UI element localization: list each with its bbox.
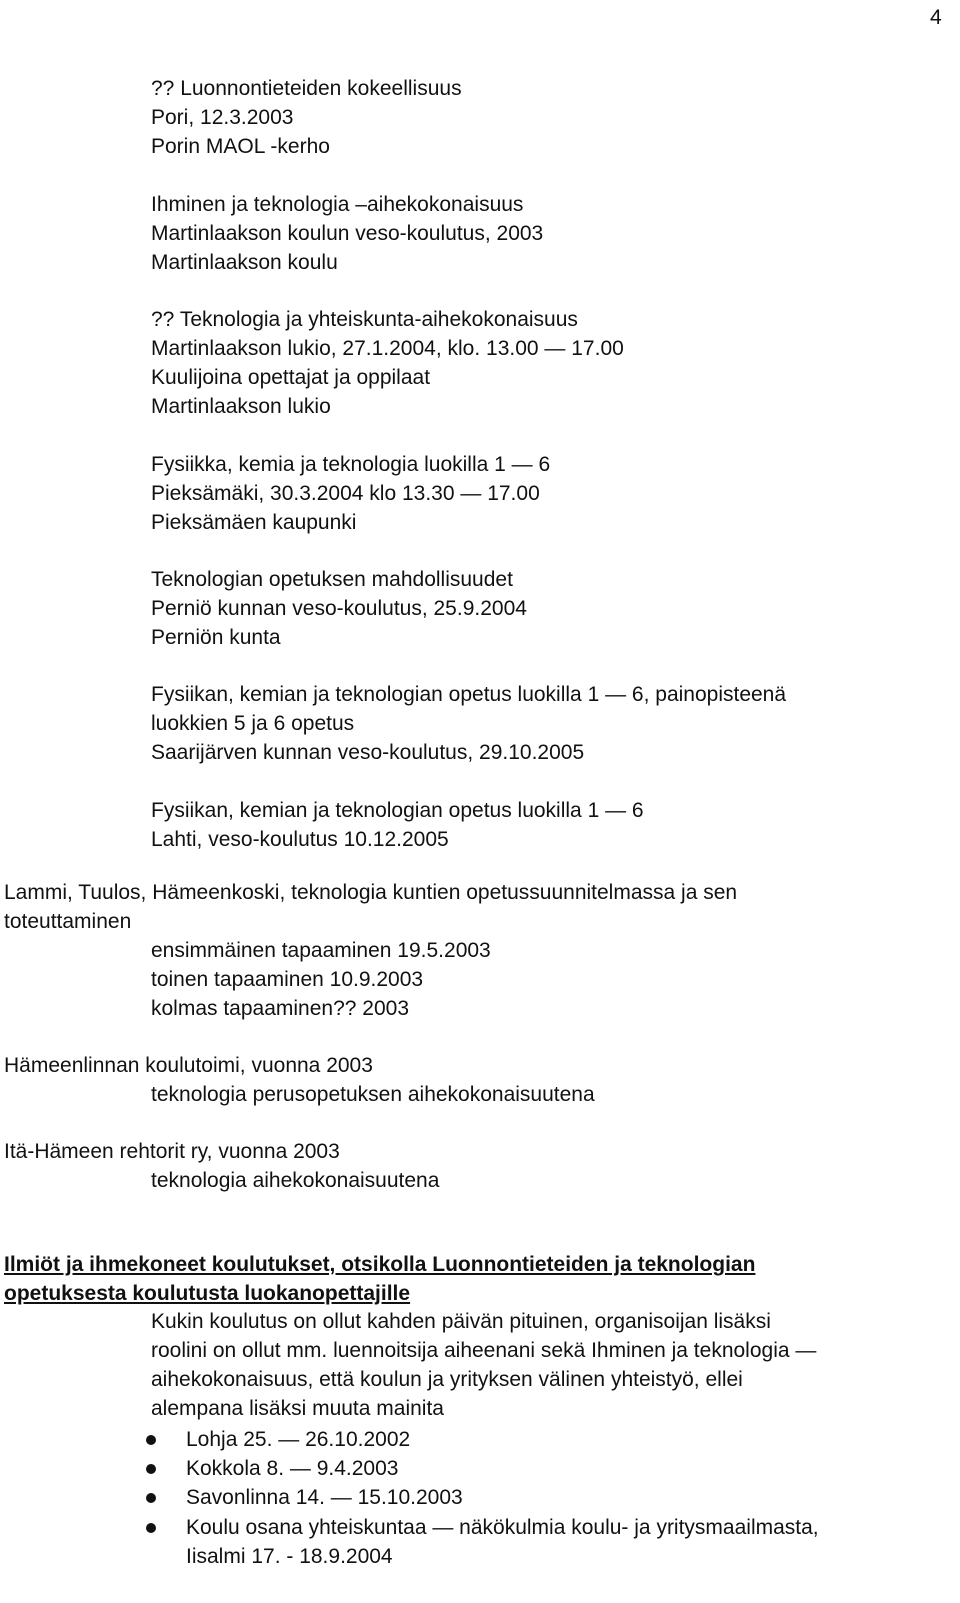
hameenlinna-sub: teknologia perusopetuksen aihekokonaisuutena: [151, 1083, 595, 1106]
ilmiot-paragraph-line: Kukin koulutus on ollut kahden päivän pituinen, organisoijan lisäksi: [151, 1310, 771, 1333]
event-line: Saarijärven kunnan veso-koulutus, 29.10.2005: [151, 741, 585, 764]
event-line: Fysiikan, kemian ja teknologian opetus luokilla 1 — 6, painopisteenä: [151, 683, 787, 706]
bullet-icon: [146, 1523, 156, 1533]
lammi-line: Lammi, Tuulos, Hämeenkoski, teknologia kuntien opetussuunnitelmassa ja sen: [4, 881, 738, 904]
bullet-item-continuation: Iisalmi 17. - 18.9.2004: [186, 1545, 393, 1568]
page-number: 4: [930, 6, 942, 29]
event-line: Martinlaakson lukio: [151, 395, 331, 418]
event-line: Perniö kunnan veso-koulutus, 25.9.2004: [151, 597, 527, 620]
event-line: luokkien 5 ja 6 opetus: [151, 712, 355, 735]
ilmiot-paragraph-line: alempana lisäksi muuta mainita: [151, 1397, 444, 1420]
event-line: Porin MAOL -kerho: [151, 135, 330, 158]
event-line: Fysiikka, kemia ja teknologia luokilla 1 — 6: [151, 453, 551, 476]
bullet-item: Savonlinna 14. — 15.10.2003: [186, 1486, 463, 1509]
event-line: Martinlaakson koulun veso-koulutus, 2003: [151, 222, 544, 245]
ilmiot-heading: opetuksesta koulutusta luokanopettajille: [4, 1282, 411, 1305]
bullet-item: Koulu osana yhteiskuntaa — näkökulmia koulu- ja yritysmaailmasta,: [186, 1516, 819, 1539]
event-line: Pori, 12.3.2003: [151, 106, 294, 129]
ilmiot-paragraph-line: aihekokonaisuus, että koulun ja yrityksen välinen yhteistyö, ellei: [151, 1368, 743, 1391]
event-line: ?? Teknologia ja yhteiskunta-aihekokonaisuus: [151, 308, 578, 331]
ilmiot-paragraph-line: roolini on ollut mm. luennoitsija aiheenani sekä Ihminen ja teknologia —: [151, 1339, 817, 1362]
ita-hame-title: Itä-Hämeen rehtorit ry, vuonna 2003: [4, 1140, 340, 1163]
ita-hame-sub: teknologia aihekokonaisuutena: [151, 1169, 440, 1192]
event-line: Ihminen ja teknologia –aihekokonaisuus: [151, 193, 524, 216]
event-line: Perniön kunta: [151, 626, 281, 649]
bullet-icon: [146, 1464, 156, 1474]
meeting-line: kolmas tapaaminen?? 2003: [151, 997, 410, 1020]
event-line: Martinlaakson lukio, 27.1.2004, klo. 13.00 — 17.00: [151, 337, 624, 360]
bullet-item: Lohja 25. — 26.10.2002: [186, 1428, 411, 1451]
bullet-icon: [146, 1493, 156, 1503]
hameenlinna-title: Hämeenlinnan koulutoimi, vuonna 2003: [4, 1054, 373, 1077]
event-line: Lahti, veso-koulutus 10.12.2005: [151, 828, 449, 851]
event-line: ?? Luonnontieteiden kokeellisuus: [151, 77, 462, 100]
event-line: Martinlaakson koulu: [151, 251, 338, 274]
event-line: Fysiikan, kemian ja teknologian opetus luokilla 1 — 6: [151, 799, 644, 822]
event-line: Pieksämäki, 30.3.2004 klo 13.30 — 17.00: [151, 482, 540, 505]
event-line: Kuulijoina opettajat ja oppilaat: [151, 366, 431, 389]
bullet-icon: [146, 1435, 156, 1445]
meeting-line: toinen tapaaminen 10.9.2003: [151, 968, 424, 991]
event-line: Pieksämäen kaupunki: [151, 511, 357, 534]
lammi-line: toteuttaminen: [4, 910, 132, 933]
meeting-line: ensimmäinen tapaaminen 19.5.2003: [151, 939, 491, 962]
event-line: Teknologian opetuksen mahdollisuudet: [151, 568, 513, 591]
bullet-item: Kokkola 8. — 9.4.2003: [186, 1457, 399, 1480]
ilmiot-heading: Ilmiöt ja ihmekoneet koulutukset, otsikolla Luonnontieteiden ja teknologian: [4, 1253, 756, 1276]
